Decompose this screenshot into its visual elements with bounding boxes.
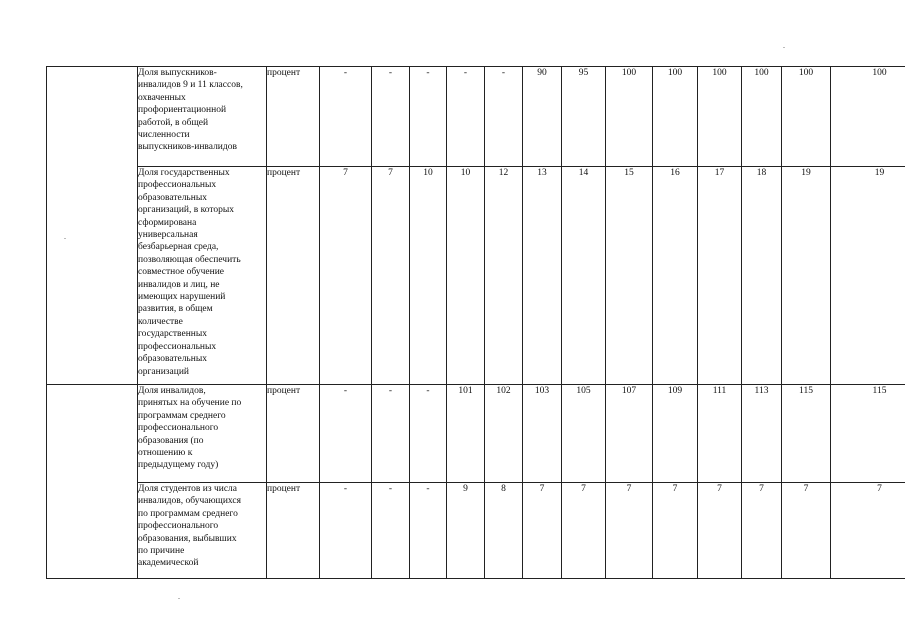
value-cell: 17: [698, 167, 742, 385]
value-cell: 16: [653, 167, 698, 385]
value-cell: 10: [410, 167, 447, 385]
value-cell: 7: [698, 483, 742, 579]
unit-cell: процент: [267, 167, 320, 385]
value-cell: 7: [831, 483, 905, 579]
value-cell: 113: [742, 385, 782, 483]
indicators-table: [46, 66, 905, 579]
value-cell: 8: [485, 483, 523, 579]
table-row: [47, 167, 905, 385]
value-cell: -: [372, 67, 410, 167]
value-cell: -: [320, 385, 372, 483]
unit-cell: процент: [267, 483, 320, 579]
value-cell: 103: [523, 385, 562, 483]
value-cell: -: [485, 67, 523, 167]
unit-cell: процент: [267, 385, 320, 483]
scan-speck: [783, 47, 785, 48]
value-cell: 7: [562, 483, 606, 579]
value-cell: 7: [606, 483, 653, 579]
value-cell: 7: [782, 483, 831, 579]
value-cell: 9: [447, 483, 485, 579]
scan-speck: [64, 238, 66, 239]
value-cell: 107: [606, 385, 653, 483]
value-cell: 13: [523, 167, 562, 385]
section-cell: [47, 67, 138, 385]
table-row: [47, 385, 905, 483]
value-cell: -: [320, 67, 372, 167]
value-cell: 100: [653, 67, 698, 167]
value-cell: 7: [742, 483, 782, 579]
value-cell: 100: [831, 67, 905, 167]
section-cell: [47, 385, 138, 579]
indicator-cell: [138, 167, 267, 385]
value-cell: 7: [372, 167, 410, 385]
value-cell: 95: [562, 67, 606, 167]
table-row: [47, 483, 905, 579]
value-cell: 19: [782, 167, 831, 385]
value-cell: 7: [523, 483, 562, 579]
value-cell: -: [320, 483, 372, 579]
value-cell: 111: [698, 385, 742, 483]
value-cell: 12: [485, 167, 523, 385]
value-cell: 90: [523, 67, 562, 167]
indicator-text: Доля студентов из числа инвалидов, обучающихся по программам среднего профессионального образования, выбывших по причине академической: [138, 484, 241, 569]
value-cell: -: [447, 67, 485, 167]
indicator-text: Доля инвалидов, принятых на обучение по программам среднего профессионального образования (по отношению к предыдущему году): [138, 386, 242, 471]
value-cell: 15: [606, 167, 653, 385]
indicator-cell: [138, 67, 267, 167]
value-cell: -: [410, 385, 447, 483]
value-cell: -: [410, 483, 447, 579]
scan-speck: [178, 598, 180, 599]
value-cell: 14: [562, 167, 606, 385]
value-cell: 100: [742, 67, 782, 167]
value-cell: 100: [606, 67, 653, 167]
unit-cell: процент: [267, 67, 320, 167]
value-cell: 10: [447, 167, 485, 385]
value-cell: 102: [485, 385, 523, 483]
value-cell: 109: [653, 385, 698, 483]
value-cell: 100: [782, 67, 831, 167]
value-cell: -: [410, 67, 447, 167]
indicator-text: Доля государственных профессиональных образовательных организаций, в которых сформирована универсальная безбарьерная среда, позволяющая обеспечить совместное обучение инвалидов и лиц, не имеющих нарушений развития, в общем количестве государственных профессиональных образовательных организаций: [138, 168, 241, 377]
value-cell: 7: [653, 483, 698, 579]
value-cell: 100: [698, 67, 742, 167]
indicator-cell: [138, 385, 267, 483]
value-cell: 19: [831, 167, 905, 385]
value-cell: 18: [742, 167, 782, 385]
value-cell: 101: [447, 385, 485, 483]
table-row: [47, 67, 905, 167]
indicator-cell: [138, 483, 267, 579]
value-cell: 115: [782, 385, 831, 483]
value-cell: 115: [831, 385, 905, 483]
value-cell: -: [372, 483, 410, 579]
indicator-text: Доля выпускников- инвалидов 9 и 11 классов, охваченных профориентационной работой, в общей численности выпускников-инвалидов: [138, 68, 243, 153]
value-cell: -: [372, 385, 410, 483]
value-cell: 7: [320, 167, 372, 385]
value-cell: 105: [562, 385, 606, 483]
